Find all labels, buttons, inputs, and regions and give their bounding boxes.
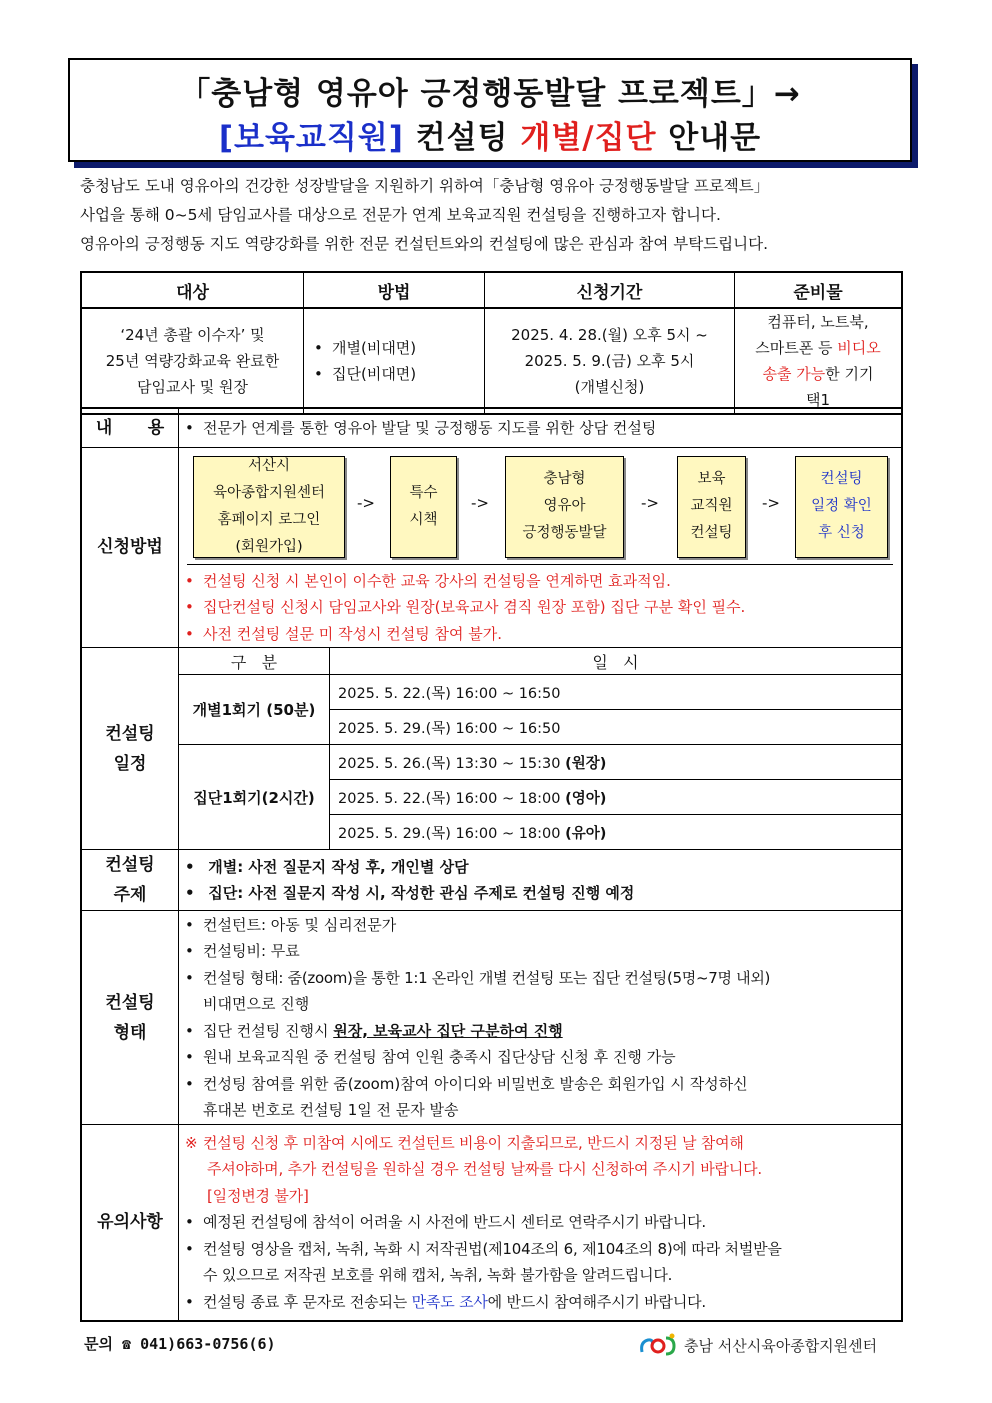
label-line: 일정 — [113, 753, 147, 774]
notice-highlight: 만족도 조사 — [411, 1292, 488, 1311]
header-target: 대상 — [81, 272, 304, 308]
schedule-head-type: 구 분 — [179, 648, 330, 675]
method-text: 개별(비대면) — [332, 339, 417, 357]
step-text: 홈페이지 로그인 — [217, 511, 321, 528]
step-text: 서산시 — [247, 457, 291, 474]
date-tag: (영아) — [565, 790, 607, 807]
arrow-icon: -> — [357, 493, 375, 512]
date-tag: (유아) — [565, 825, 607, 842]
notice-item: • 컨설팅 종료 후 문자로 전송되는 만족도 조사에 반드시 참여해주시기 바랍니다. — [185, 1292, 706, 1311]
notice-text: 수 있으므로 저작권 보호를 위해 캡처, 녹취, 녹화 불가함을 알려드립니다. — [203, 1266, 673, 1284]
organization — [638, 1332, 877, 1358]
format-text: 컨성팅 참여를 위한 줌(zoom)참여 아이디와 비밀번호 발송은 회원가입 시 작성하신 — [203, 1074, 748, 1093]
format-text: 비대면으로 진행 — [203, 995, 310, 1013]
group-date — [330, 780, 902, 815]
apply-note: • 사전 컨설팅 설문 미 작성시 컨설팅 참여 불가. — [185, 624, 502, 643]
step-text: 후 신청 — [818, 525, 865, 541]
schedule-label — [81, 648, 179, 850]
title-part: 안내문 — [656, 120, 762, 156]
note-text: 컨설팅 신청 시 본인이 이수한 교육 강사의 컨설팅을 연계하면 효과적임. — [203, 571, 671, 590]
notice-item: • 컨설팅 영상을 캡처, 녹취, 녹화 시 저작권법(제104조의 6, 제104조의 8)에 따라 처벌받을 — [185, 1239, 782, 1258]
step-text: 시책 — [409, 511, 438, 528]
title-line-1: 「충남형 영유아 긍정행동발달 프로젝트」→ — [179, 76, 801, 112]
format-item — [185, 1097, 895, 1124]
header-method: 방법 — [304, 272, 485, 308]
note-text: 집단컨설팅 신청시 담임교사와 원장(보육교사 겸직 원장 포함) 집단 구분 확인 필수. — [203, 598, 746, 616]
warning-mark: ※ — [185, 1133, 198, 1152]
individual-date: 2025. 5. 22.(목) 16:00 ~ 16:50 — [330, 675, 902, 710]
prep-line: 컴퓨터, 노트북, — [767, 313, 869, 331]
organization-name: 충남 서산시육아종합지원센터 — [684, 1336, 878, 1355]
topic-text: 집단: 사전 질문지 작성 시, 작성한 관심 주제로 컨설팅 진행 예정 — [208, 884, 635, 902]
target-line: 25년 역량강화교육 완료한 — [105, 352, 280, 370]
format-item: • 원내 보육교직원 중 컨설팅 참여 인원 충족시 집단상담 신청 후 진행 가능 — [185, 1048, 676, 1066]
step-project — [505, 456, 624, 558]
prep-highlight: 비디오 — [837, 339, 881, 357]
step-text: 보육 — [697, 471, 726, 487]
intro-line: 사업을 통해 0~5세 담임교사를 대상으로 전문가 연계 보육교직원 컨설팅을 진행하고자 합니다. — [80, 206, 721, 224]
prep-line — [735, 335, 901, 361]
notice-item — [185, 1262, 895, 1289]
step-text: 육아종합지원센터 — [212, 484, 326, 501]
step-text: 교직원 — [690, 498, 733, 514]
format-item: • 컨설턴트: 아동 및 심리전문가 — [185, 915, 397, 934]
notice-warning — [185, 1130, 895, 1157]
group-date — [330, 745, 902, 780]
target-line: ‘24년 총괄 이수자’ 및 — [120, 326, 265, 344]
label-line: 컨설팅 — [105, 855, 155, 875]
step-staff-consulting — [677, 456, 746, 558]
schedule-head-date: 일 시 — [330, 648, 902, 675]
format-text: 집단 컨설팅 진행시 — [203, 1021, 334, 1040]
label-line: 컨설팅 — [105, 723, 155, 744]
topic-text: 개별: 사전 질문지 작성 후, 개인별 상담 — [208, 857, 469, 876]
topic-item: • 개별: 사전 질문지 작성 후, 개인별 상담 — [185, 857, 469, 876]
format-item: • 컨설팅비: 무료 — [185, 942, 300, 960]
prep-line: 택1 — [805, 391, 831, 409]
intro-line: 충청남도 도내 영유아의 건강한 성장발달을 지원하기 위하여「충남형 영유아 긍정행동발달 프로젝트」 — [80, 177, 770, 195]
topic-cell — [179, 850, 903, 911]
target-line: 담임교사 및 원장 — [137, 378, 248, 396]
format-item: • 집단 컨설팅 진행시 원장, 보육교사 집단 구분하여 진행 — [185, 1021, 563, 1040]
title-target: [보육교직원] — [218, 120, 404, 156]
period-cell — [485, 308, 735, 414]
format-text: 컨설턴트: 아동 및 심리전문가 — [203, 915, 397, 934]
method-text: 집단(비대면) — [332, 365, 417, 383]
prep-cell — [735, 308, 903, 414]
period-line: 2025. 4. 28.(월) 오후 5시 ~ — [511, 326, 708, 344]
note-text: 사전 컨설팅 설문 미 작성시 컨설팅 참여 불가. — [203, 624, 502, 643]
period-line: 2025. 5. 9.(금) 오후 5시 — [524, 352, 695, 370]
apply-flow — [187, 448, 893, 565]
step-text: (회원가입) — [235, 538, 303, 555]
apply-cell — [179, 447, 903, 648]
individual-date: 2025. 5. 29.(목) 16:00 ~ 16:50 — [330, 710, 902, 745]
format-item — [185, 991, 895, 1018]
date-text: 2025. 5. 26.(목) 13:30 ~ 15:30 — [338, 755, 566, 772]
schedule-table — [179, 648, 901, 849]
format-cell — [179, 911, 903, 1125]
step-text: 긍정행동발달 — [522, 525, 607, 541]
group-session: 집단1회기(2시간) — [179, 745, 330, 850]
notice-cell — [179, 1125, 903, 1321]
apply-note: • 컨설팅 신청 시 본인이 이수한 교육 강사의 컨설팅을 연계하면 효과적임. — [185, 571, 671, 590]
content-text: 전문가 연계를 통한 영유아 발달 및 긍정행동 지도를 위한 상담 컨설팅 — [203, 418, 657, 437]
individual-session: 개별1회기 (50분) — [179, 675, 330, 745]
step-special-policy — [390, 456, 457, 558]
intro-line: 영유아의 긍정행동 지도 역량강화를 위한 전문 컨설턴트와의 컨설팅에 많은 관심과 참여 부탁드립니다. — [80, 235, 768, 253]
content-label: 내 용 — [81, 408, 179, 447]
apply-label: 신청방법 — [81, 447, 179, 648]
arrow-icon: -> — [641, 493, 659, 512]
method-cell — [304, 308, 485, 414]
step-schedule-apply — [795, 456, 888, 558]
date-text: 2025. 5. 29.(목) 16:00 ~ 18:00 — [338, 825, 566, 842]
contact-phone: 문의 ☎ 041)663-0756(6) — [84, 1335, 276, 1353]
title-box — [68, 58, 912, 162]
detail-table — [80, 407, 903, 1322]
prep-text: 한 기기 — [825, 365, 874, 383]
format-emphasis: 원장, 보육교사 집단 구분하여 진행 — [333, 1021, 563, 1040]
apply-note: • 집단컨설팅 신청시 담임교사와 원장(보육교사 겸직 원장 포함) 집단 구분 확인 필수. — [185, 598, 746, 616]
label-line: 컨설팅 — [105, 992, 155, 1013]
content-cell — [179, 408, 903, 447]
summary-table — [80, 271, 903, 415]
label-line: 형태 — [113, 1022, 147, 1043]
header-prep: 준비물 — [735, 272, 903, 308]
notice-warning: 주셔야하며, 추가 컨설팅을 원하실 경우 컨설팅 날짜를 다시 신청하여 주시기 바랍니다. — [207, 1160, 762, 1178]
title-part: 컨설팅 — [403, 120, 521, 156]
step-text: 영유아 — [543, 498, 586, 514]
step-text: 컨설팅 — [820, 471, 863, 487]
prep-highlight: 송출 가능 — [762, 365, 826, 383]
content-item: • 전문가 연계를 통한 영유아 발달 및 긍정행동 지도를 위한 상담 컨설팅 — [185, 418, 657, 437]
notice-warning: [일정변경 불가] — [207, 1186, 309, 1205]
format-label — [81, 911, 179, 1125]
prep-text: 스마트폰 등 — [755, 339, 838, 357]
topic-item: • 집단: 사전 질문지 작성 시, 작성한 관심 주제로 컨설팅 진행 예정 — [185, 884, 635, 902]
notice-text: 컨설팅 영상을 캡처, 녹취, 녹화 시 저작권법(제104조의 6, 제104조의 8)에 따라 처벌받을 — [203, 1239, 782, 1258]
step-text: 일정 확인 — [811, 498, 872, 514]
notice-label: 유의사항 — [81, 1125, 179, 1321]
format-text: 컨설팅비: 무료 — [203, 942, 300, 960]
title-line-2 — [70, 112, 910, 157]
step-text: 충남형 — [543, 471, 586, 487]
step-text: 특수 — [409, 484, 438, 501]
warning-text: 컨설팅 신청 후 미참여 시에도 컨설턴트 비용이 지출되므로, 반드시 지정된 날 참여해 — [203, 1133, 744, 1152]
topic-label — [81, 850, 179, 911]
arrow-icon: -> — [762, 493, 780, 512]
arrow-icon: -> — [471, 493, 489, 512]
group-date — [330, 815, 902, 850]
format-item: • 컨설팅 형태: 줌(zoom)을 통한 1:1 온라인 개별 컨설팅 또는 집단 컨설팅(5명~7명 내외) — [185, 968, 771, 987]
schedule-cell — [179, 648, 903, 850]
label-line: 주제 — [113, 885, 147, 905]
apply-notes — [179, 565, 901, 648]
notice-text: 에 반드시 참여해주시기 바랍니다. — [487, 1292, 706, 1311]
target-cell — [81, 308, 304, 414]
organization-logo-icon — [638, 1332, 678, 1358]
notice-text: 예정된 컨설팅에 참석이 어려울 시 사전에 반드시 센터로 연락주시기 바랍니다. — [203, 1213, 706, 1231]
title-type: 개별/집단 — [520, 120, 657, 156]
prep-line — [735, 361, 901, 387]
step-center-homepage — [193, 456, 345, 558]
format-text: 원내 보육교직원 중 컨설팅 참여 인원 충족시 집단상담 신청 후 진행 가능 — [203, 1048, 676, 1066]
format-text: 휴대본 번호로 컨설팅 1일 전 문자 발송 — [203, 1101, 459, 1119]
notice-item: • 예정된 컨설팅에 참석이 어려울 시 사전에 반드시 센터로 연락주시기 바랍니다. — [185, 1213, 706, 1231]
step-text: 컨설팅 — [690, 525, 733, 541]
intro-paragraph — [80, 172, 912, 259]
method-item: • 개별(비대면) — [314, 339, 417, 357]
date-text: 2025. 5. 22.(목) 16:00 ~ 18:00 — [338, 790, 566, 807]
format-text: 컨설팅 형태: 줌(zoom)을 통한 1:1 온라인 개별 컨설팅 또는 집단 컨설팅(5명~7명 내외) — [203, 968, 771, 987]
date-tag: (원장) — [565, 755, 607, 772]
method-item: • 집단(비대면) — [314, 365, 417, 383]
format-item: • 컨성팅 참여를 위한 줌(zoom)참여 아이디와 비밀번호 발송은 회원가입 시 작성하신 — [185, 1074, 748, 1093]
notice-text: 컨설팅 종료 후 문자로 전송되는 — [203, 1292, 412, 1311]
period-line: (개별신청) — [574, 378, 645, 396]
header-period: 신청기간 — [485, 272, 735, 308]
